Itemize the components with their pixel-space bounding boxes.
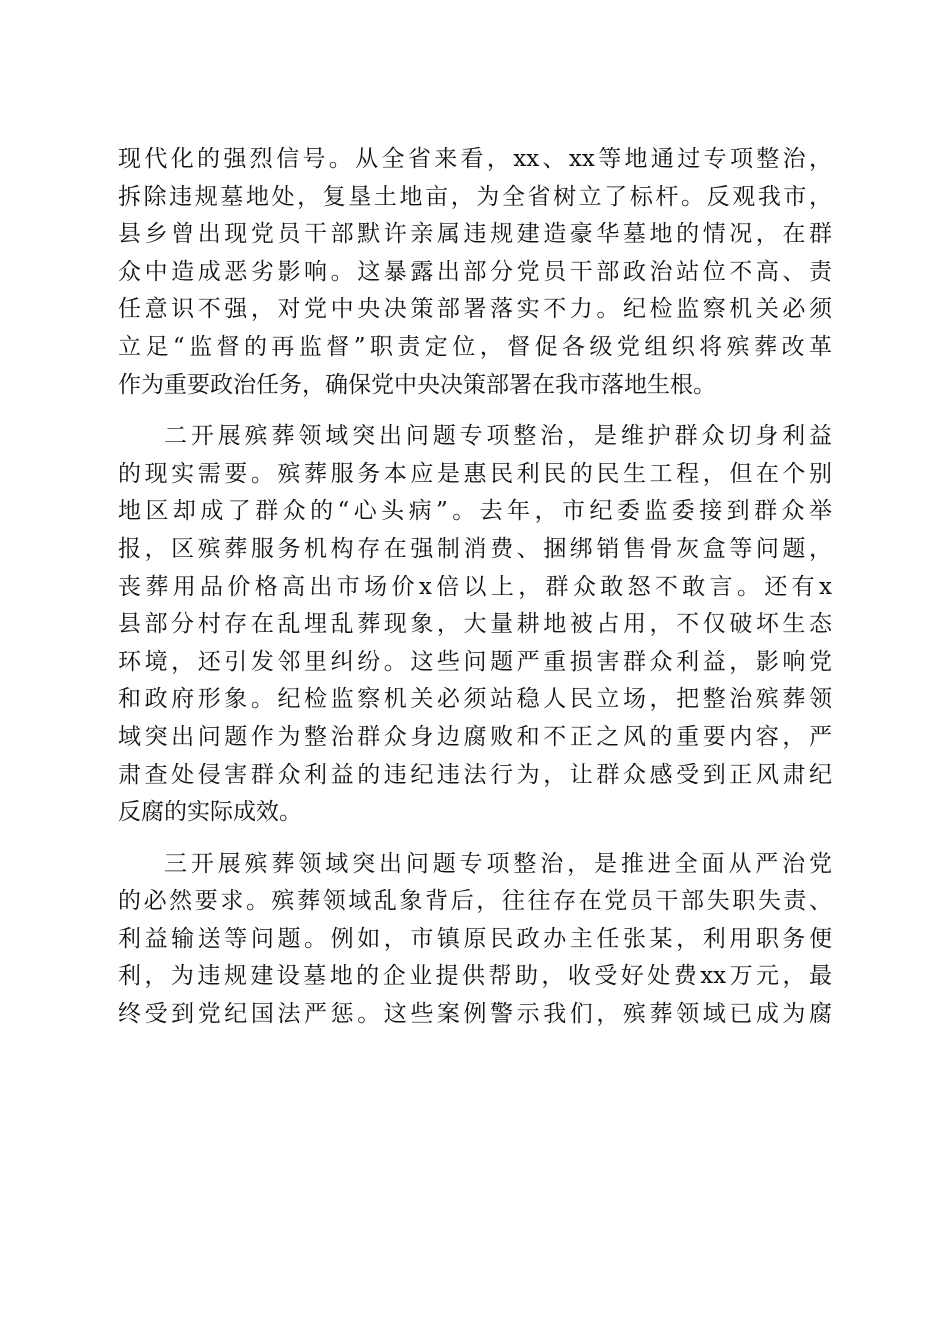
paragraph-line: 域突出问题作为整治群众身边腐败和不正之风的重要内容，严	[118, 723, 832, 750]
paragraph-line: 现代化的强烈信号。从全省来看，xx、xx等地通过专项整治，	[118, 146, 832, 172]
paragraph-line: 三开展殡葬领域突出问题专项整治，是推进全面从严治党	[164, 850, 832, 877]
paragraph-line: 地区却成了群众的“心头病”。去年，市纪委监委接到群众举	[118, 498, 832, 525]
paragraph-line: 县乡曾出现党员干部默许亲属违规建造豪华墓地的情况，在群	[118, 221, 832, 248]
paragraph-line: 任意识不强，对党中央决策部署落实不力。纪检监察机关必须	[118, 296, 832, 323]
document-body	[118, 141, 832, 1034]
paragraph-line: 利，为违规建设墓地的企业提供帮助，收受好处费xx万元，最	[118, 963, 832, 990]
paragraph-line: 和政府形象。纪检监察机关必须站稳人民立场，把整治殡葬领	[118, 686, 832, 713]
paragraph-3	[118, 846, 832, 1034]
paragraph-line: 众中造成恶劣影响。这暴露出部分党员干部政治站位不高、责	[118, 258, 832, 285]
paragraph-line: 拆除违规墓地处，复垦土地亩，为全省树立了标杆。反观我市，	[118, 183, 832, 210]
paragraph-line: 二开展殡葬领域突出问题专项整治，是维护群众切身利益	[164, 423, 832, 450]
paragraph-line: 作为重要政治任务，确保党中央决策部署在我市落地生根。	[118, 371, 716, 398]
paragraph-line: 利益输送等问题。例如，市镇原民政办主任张某，利用职务便	[118, 925, 832, 952]
paragraph-2	[118, 418, 832, 832]
paragraph-line: 的现实需要。殡葬服务本应是惠民利民的民生工程，但在个别	[118, 460, 832, 487]
paragraph-line: 肃查处侵害群众利益的违纪违法行为，让群众感受到正风肃纪	[118, 761, 832, 788]
paragraph-line: 终受到党纪国法严惩。这些案例警示我们，殡葬领域已成为腐	[118, 1001, 832, 1028]
paragraph-line: 报，区殡葬服务机构存在强制消费、捆绑销售骨灰盒等问题，	[118, 535, 832, 562]
paragraph-1	[118, 141, 832, 404]
paragraph-line: 的必然要求。殡葬领域乱象背后，往往存在党员干部失职失责、	[118, 888, 832, 915]
paragraph-line: 县部分村存在乱埋乱葬现象，大量耕地被占用，不仅破坏生态	[118, 611, 832, 638]
paragraph-line: 环境，还引发邻里纠纷。这些问题严重损害群众利益，影响党	[118, 648, 832, 675]
paragraph-line: 丧葬用品价格高出市场价x倍以上，群众敢怒不敢言。还有x	[118, 573, 832, 600]
paragraph-line: 反腐的实际成效。	[118, 799, 302, 826]
paragraph-line: 立足“监督的再监督”职责定位，督促各级党组织将殡葬改革	[118, 333, 832, 360]
